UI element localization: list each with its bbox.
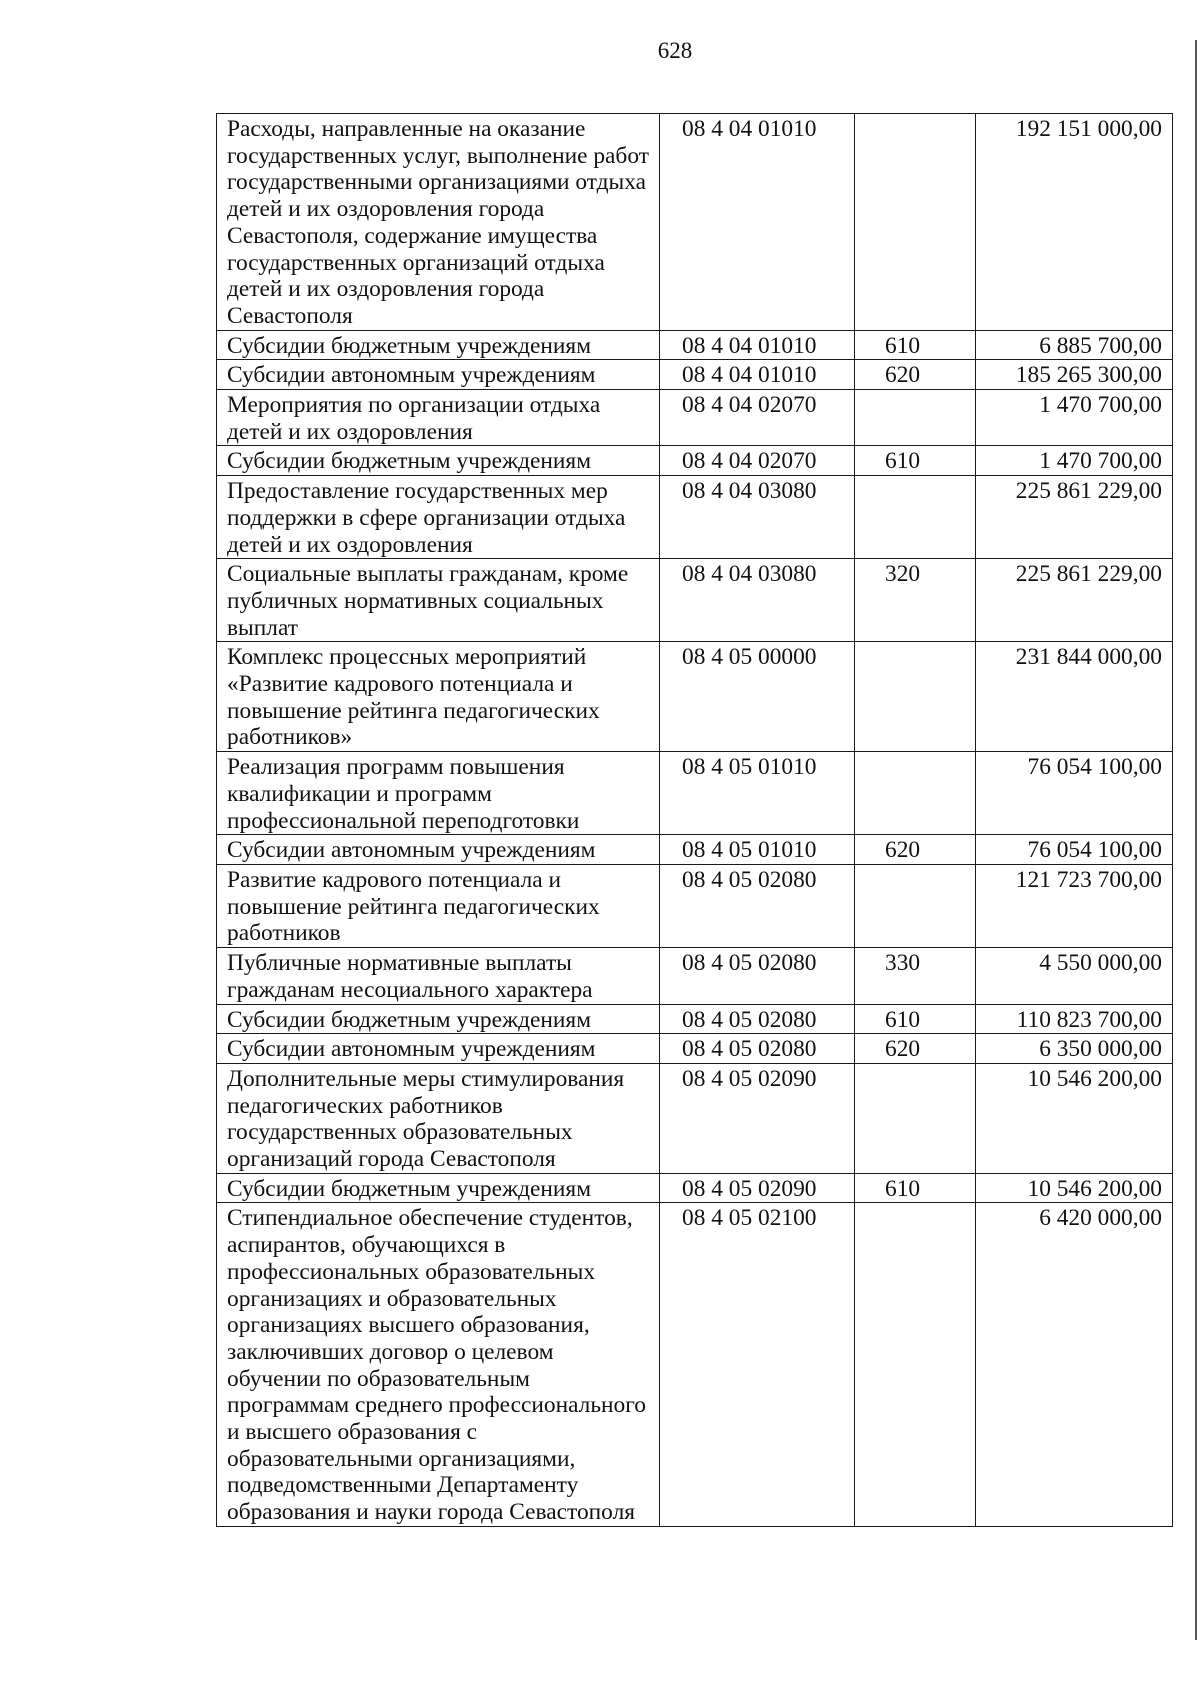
cell-code: 08 4 05 02100 xyxy=(660,1203,855,1526)
cell-name: Субсидии бюджетным учреждениям xyxy=(217,330,660,360)
cell-amount: 6 420 000,00 xyxy=(976,1203,1173,1526)
cell-expense-type: 620 xyxy=(855,1034,976,1064)
cell-code: 08 4 04 01010 xyxy=(660,360,855,390)
cell-amount: 10 546 200,00 xyxy=(976,1063,1173,1173)
cell-amount: 185 265 300,00 xyxy=(976,360,1173,390)
cell-code: 08 4 05 02090 xyxy=(660,1063,855,1173)
cell-expense-type xyxy=(855,752,976,835)
cell-amount: 231 844 000,00 xyxy=(976,642,1173,752)
cell-code: 08 4 05 02080 xyxy=(660,864,855,947)
cell-name: Реализация программ повышения квалификации и программ профессиональной переподготовки xyxy=(217,752,660,835)
table-row xyxy=(217,642,1173,752)
cell-expense-type xyxy=(855,114,976,331)
table-row xyxy=(217,864,1173,947)
cell-amount: 10 546 200,00 xyxy=(976,1173,1173,1203)
cell-code: 08 4 04 03080 xyxy=(660,559,855,642)
cell-expense-type xyxy=(855,642,976,752)
cell-name: Субсидии бюджетным учреждениям xyxy=(217,1004,660,1034)
page-number: 628 xyxy=(657,38,693,63)
budget-table xyxy=(216,113,1173,1527)
cell-expense-type xyxy=(855,864,976,947)
cell-code: 08 4 05 02080 xyxy=(660,1034,855,1064)
table-row xyxy=(217,1004,1173,1034)
cell-name: Социальные выплаты гражданам, кроме публичных нормативных социальных выплат xyxy=(217,559,660,642)
cell-code: 08 4 05 02080 xyxy=(660,1004,855,1034)
cell-name: Субсидии автономным учреждениям xyxy=(217,835,660,865)
table-row xyxy=(217,1203,1173,1526)
cell-expense-type: 330 xyxy=(855,948,976,1004)
cell-code: 08 4 04 02070 xyxy=(660,446,855,476)
table-row xyxy=(217,1063,1173,1173)
cell-expense-type: 320 xyxy=(855,559,976,642)
table-row xyxy=(217,476,1173,559)
scan-edge-line xyxy=(1195,40,1197,1640)
cell-amount: 225 861 229,00 xyxy=(976,476,1173,559)
cell-name: Стипендиальное обеспечение студентов, аспирантов, обучающихся в профессиональных образовательных организациях и образовательных организациях высшего образования, заключивших договор о целевом обучении по образовательным программам среднего профессионального и высшего образования с образовательными организациями, подведомственными Департаменту образования и науки города Севастополя xyxy=(217,1203,660,1526)
table-row xyxy=(217,1034,1173,1064)
cell-expense-type xyxy=(855,1203,976,1526)
cell-name: Субсидии автономным учреждениям xyxy=(217,1034,660,1064)
table-row xyxy=(217,948,1173,1004)
cell-expense-type: 610 xyxy=(855,1004,976,1034)
cell-amount: 225 861 229,00 xyxy=(976,559,1173,642)
cell-code: 08 4 05 00000 xyxy=(660,642,855,752)
table-row xyxy=(217,752,1173,835)
cell-name: Расходы, направленные на оказание государственных услуг, выполнение работ государственными организациями отдыха детей и их оздоровления города Севастополя, содержание имущества государственных организаций отдыха детей и их оздоровления города Севастополя xyxy=(217,114,660,331)
cell-amount: 1 470 700,00 xyxy=(976,390,1173,446)
cell-code: 08 4 04 01010 xyxy=(660,114,855,331)
cell-expense-type: 620 xyxy=(855,360,976,390)
cell-amount: 110 823 700,00 xyxy=(976,1004,1173,1034)
cell-code: 08 4 04 03080 xyxy=(660,476,855,559)
table-row xyxy=(217,559,1173,642)
cell-amount: 76 054 100,00 xyxy=(976,835,1173,865)
cell-code: 08 4 05 01010 xyxy=(660,835,855,865)
table-row xyxy=(217,446,1173,476)
table-row xyxy=(217,114,1173,331)
cell-expense-type xyxy=(855,390,976,446)
cell-name: Дополнительные меры стимулирования педагогических работников государственных образовательных организаций города Севастополя xyxy=(217,1063,660,1173)
cell-code: 08 4 05 01010 xyxy=(660,752,855,835)
cell-code: 08 4 05 02090 xyxy=(660,1173,855,1203)
cell-amount: 6 885 700,00 xyxy=(976,330,1173,360)
cell-amount: 1 470 700,00 xyxy=(976,446,1173,476)
cell-expense-type: 620 xyxy=(855,835,976,865)
cell-name: Развитие кадрового потенциала и повышение рейтинга педагогических работников xyxy=(217,864,660,947)
table-row xyxy=(217,360,1173,390)
cell-expense-type: 610 xyxy=(855,1173,976,1203)
cell-amount: 121 723 700,00 xyxy=(976,864,1173,947)
cell-code: 08 4 05 02080 xyxy=(660,948,855,1004)
cell-name: Мероприятия по организации отдыха детей и их оздоровления xyxy=(217,390,660,446)
table-row xyxy=(217,835,1173,865)
cell-expense-type xyxy=(855,1063,976,1173)
table-row xyxy=(217,1173,1173,1203)
cell-name: Субсидии бюджетным учреждениям xyxy=(217,446,660,476)
cell-expense-type: 610 xyxy=(855,446,976,476)
cell-amount: 76 054 100,00 xyxy=(976,752,1173,835)
cell-amount: 192 151 000,00 xyxy=(976,114,1173,331)
cell-amount: 6 350 000,00 xyxy=(976,1034,1173,1064)
cell-expense-type xyxy=(855,476,976,559)
table-row xyxy=(217,330,1173,360)
table-row xyxy=(217,390,1173,446)
cell-amount: 4 550 000,00 xyxy=(976,948,1173,1004)
cell-code: 08 4 04 01010 xyxy=(660,330,855,360)
cell-name: Субсидии бюджетным учреждениям xyxy=(217,1173,660,1203)
cell-name: Публичные нормативные выплаты гражданам несоциального характера xyxy=(217,948,660,1004)
table-body xyxy=(217,114,1173,1527)
cell-expense-type: 610 xyxy=(855,330,976,360)
cell-name: Субсидии автономным учреждениям xyxy=(217,360,660,390)
cell-name: Предоставление государственных мер поддержки в сфере организации отдыха детей и их оздоровления xyxy=(217,476,660,559)
cell-name: Комплекс процессных мероприятий «Развитие кадрового потенциала и повышение рейтинга педагогических работников» xyxy=(217,642,660,752)
cell-code: 08 4 04 02070 xyxy=(660,390,855,446)
